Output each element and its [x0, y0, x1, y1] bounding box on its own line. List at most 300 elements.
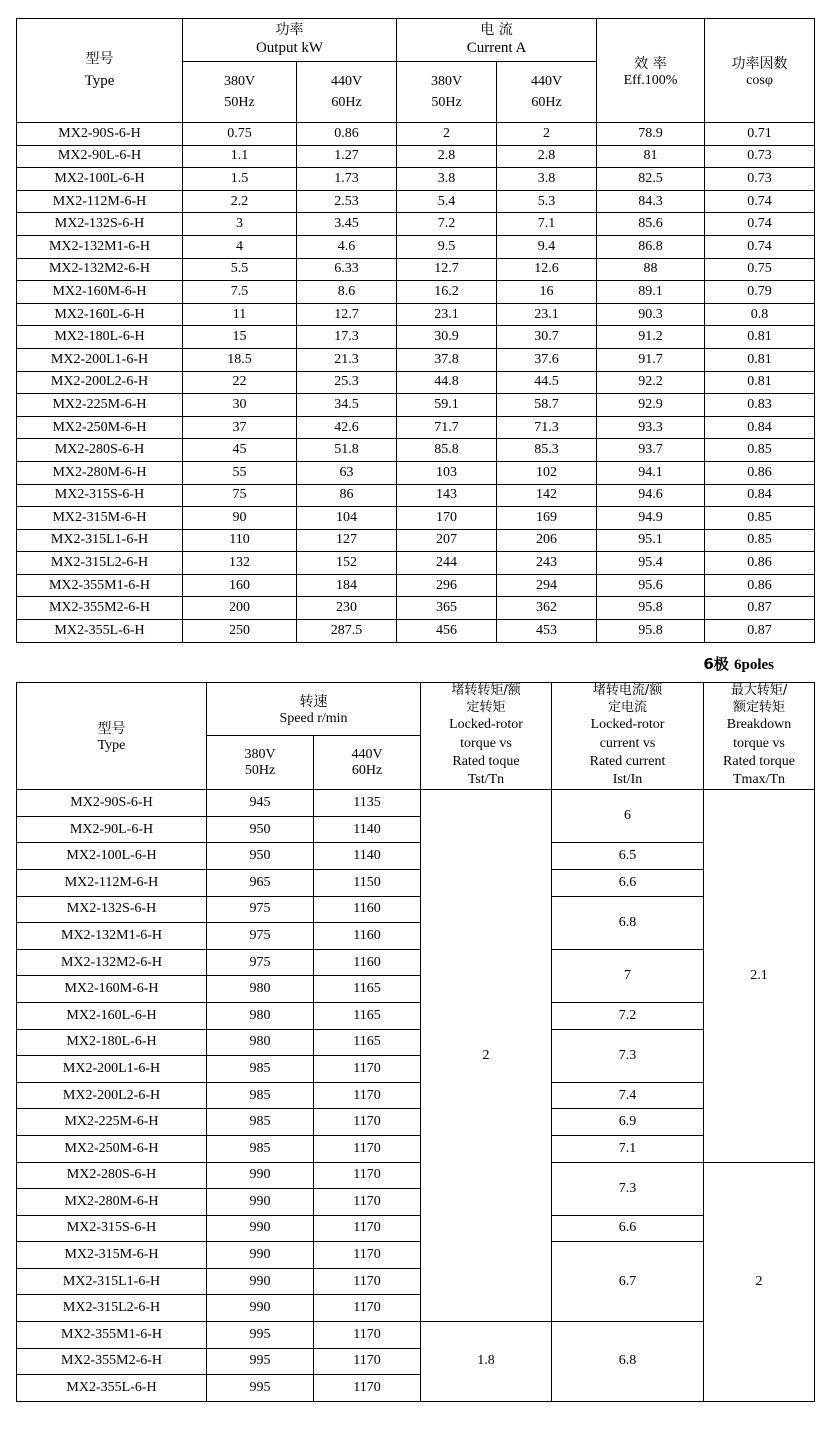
cell-type: MX2-132M1-6-H — [17, 235, 183, 258]
cell-efficiency: 95.4 — [597, 552, 705, 575]
table-row — [17, 371, 815, 394]
cell-speed-380v: 985 — [207, 1056, 314, 1083]
cell-type: MX2-225M-6-H — [17, 394, 183, 417]
cell-current-380v: 296 — [397, 574, 497, 597]
cell-speed-380v: 985 — [207, 1109, 314, 1136]
cell-type: MX2-100L-6-H — [17, 843, 207, 870]
cell-locked-rotor-torque: 1.8 — [421, 1322, 552, 1402]
cell-current-440v: 58.7 — [497, 394, 597, 417]
table-row — [17, 597, 815, 620]
cell-output-380v: 110 — [183, 529, 297, 552]
header-current-380v: 380V 50Hz — [397, 62, 497, 123]
cell-output-380v: 7.5 — [183, 281, 297, 304]
cell-type: MX2-225M-6-H — [17, 1109, 207, 1136]
cell-type: MX2-280S-6-H — [17, 1162, 207, 1189]
cell-output-440v: 2.53 — [297, 190, 397, 213]
cell-current-440v: 85.3 — [497, 439, 597, 462]
cell-current-380v: 9.5 — [397, 235, 497, 258]
cell-current-380v: 2 — [397, 123, 497, 146]
cell-efficiency: 92.2 — [597, 371, 705, 394]
cell-efficiency: 89.1 — [597, 281, 705, 304]
cell-type: MX2-355M2-6-H — [17, 1348, 207, 1375]
cell-efficiency: 81 — [597, 145, 705, 168]
cell-power-factor: 0.85 — [705, 439, 815, 462]
cell-current-380v: 59.1 — [397, 394, 497, 417]
cell-current-380v: 16.2 — [397, 281, 497, 304]
cell-type: MX2-180L-6-H — [17, 326, 183, 349]
cell-current-440v: 23.1 — [497, 303, 597, 326]
cell-speed-440v: 1170 — [314, 1082, 421, 1109]
cell-efficiency: 95.8 — [597, 597, 705, 620]
cell-efficiency: 93.7 — [597, 439, 705, 462]
table-row — [17, 1215, 815, 1242]
cell-type: MX2-315M-6-H — [17, 1242, 207, 1269]
cell-speed-440v: 1165 — [314, 976, 421, 1003]
cell-speed-440v: 1170 — [314, 1135, 421, 1162]
cell-speed-380v: 950 — [207, 816, 314, 843]
cell-output-440v: 42.6 — [297, 416, 397, 439]
power-table-body — [17, 123, 815, 643]
cell-output-440v: 127 — [297, 529, 397, 552]
cell-output-380v: 11 — [183, 303, 297, 326]
cell-output-440v: 1.27 — [297, 145, 397, 168]
table-row — [17, 190, 815, 213]
cell-power-factor: 0.81 — [705, 348, 815, 371]
table-row — [17, 1082, 815, 1109]
cell-speed-380v: 975 — [207, 949, 314, 976]
cell-type: MX2-132S-6-H — [17, 896, 207, 923]
cell-current-380v: 12.7 — [397, 258, 497, 281]
table-row — [17, 168, 815, 191]
header-locked-rotor-current: 堵转电流/额 定电流 Locked-rotor current vs Rated current Ist/In — [552, 682, 704, 790]
cell-output-440v: 184 — [297, 574, 397, 597]
cell-output-440v: 104 — [297, 507, 397, 530]
cell-speed-440v: 1160 — [314, 949, 421, 976]
cell-output-440v: 86 — [297, 484, 397, 507]
cell-efficiency: 82.5 — [597, 168, 705, 191]
header-locked-rotor-torque: 堵转转矩/额 定转矩 Locked-rotor torque vs Rated toque Tst/Tn — [421, 682, 552, 790]
cell-type: MX2-160M-6-H — [17, 281, 183, 304]
cell-output-380v: 22 — [183, 371, 297, 394]
cell-speed-380v: 945 — [207, 790, 314, 817]
cell-power-factor: 0.81 — [705, 371, 815, 394]
cell-output-380v: 132 — [183, 552, 297, 575]
cell-type: MX2-355L-6-H — [17, 620, 183, 643]
cell-power-factor: 0.86 — [705, 461, 815, 484]
cell-output-380v: 2.2 — [183, 190, 297, 213]
header-output-380v: 380V 50Hz — [183, 62, 297, 123]
cell-type: MX2-112M-6-H — [17, 190, 183, 213]
cell-speed-440v: 1160 — [314, 896, 421, 923]
cell-speed-380v: 975 — [207, 923, 314, 950]
cell-output-440v: 1.73 — [297, 168, 397, 191]
header-speed-380v: 380V 50Hz — [207, 736, 314, 790]
cell-efficiency: 90.3 — [597, 303, 705, 326]
cell-speed-380v: 980 — [207, 1029, 314, 1056]
cell-locked-rotor-torque: 2 — [421, 790, 552, 1322]
cell-power-factor: 0.85 — [705, 529, 815, 552]
cell-current-380v: 85.8 — [397, 439, 497, 462]
table-row — [17, 484, 815, 507]
cell-type: MX2-355L-6-H — [17, 1375, 207, 1402]
cell-type: MX2-160L-6-H — [17, 303, 183, 326]
poles-caption: 6极 6poles — [703, 654, 774, 673]
cell-power-factor: 0.79 — [705, 281, 815, 304]
cell-current-380v: 103 — [397, 461, 497, 484]
cell-type: MX2-315S-6-H — [17, 1215, 207, 1242]
cell-speed-440v: 1135 — [314, 790, 421, 817]
cell-type: MX2-160L-6-H — [17, 1002, 207, 1029]
table-row — [17, 394, 815, 417]
cell-current-440v: 16 — [497, 281, 597, 304]
cell-current-440v: 169 — [497, 507, 597, 530]
cell-speed-380v: 990 — [207, 1242, 314, 1269]
cell-efficiency: 94.6 — [597, 484, 705, 507]
table-row — [17, 326, 815, 349]
table-row — [17, 235, 815, 258]
cell-type: MX2-315L1-6-H — [17, 529, 183, 552]
table-row — [17, 348, 815, 371]
cell-output-380v: 15 — [183, 326, 297, 349]
cell-locked-rotor-current: 7 — [552, 949, 704, 1002]
cell-output-380v: 160 — [183, 574, 297, 597]
cell-power-factor: 0.84 — [705, 484, 815, 507]
cell-current-380v: 244 — [397, 552, 497, 575]
cell-type: MX2-200L2-6-H — [17, 1082, 207, 1109]
cell-speed-380v: 990 — [207, 1189, 314, 1216]
cell-output-440v: 152 — [297, 552, 397, 575]
table-row — [17, 303, 815, 326]
cell-speed-440v: 1170 — [314, 1295, 421, 1322]
speed-table-body — [17, 790, 815, 1402]
table-row — [17, 552, 815, 575]
cell-speed-380v: 950 — [207, 843, 314, 870]
cell-speed-440v: 1160 — [314, 923, 421, 950]
cell-type: MX2-132M2-6-H — [17, 258, 183, 281]
cell-output-380v: 75 — [183, 484, 297, 507]
cell-type: MX2-160M-6-H — [17, 976, 207, 1003]
cell-output-380v: 0.75 — [183, 123, 297, 146]
header-current: 电 流 Current A — [397, 19, 597, 62]
cell-type: MX2-315L1-6-H — [17, 1268, 207, 1295]
cell-type: MX2-280M-6-H — [17, 1189, 207, 1216]
cell-efficiency: 95.8 — [597, 620, 705, 643]
cell-current-440v: 37.6 — [497, 348, 597, 371]
power-table-header — [17, 19, 815, 123]
cell-speed-440v: 1170 — [314, 1348, 421, 1375]
cell-current-380v: 37.8 — [397, 348, 497, 371]
table-row — [17, 1242, 815, 1269]
table-row — [17, 1322, 815, 1349]
cell-power-factor: 0.81 — [705, 326, 815, 349]
cell-output-440v: 12.7 — [297, 303, 397, 326]
cell-power-factor: 0.83 — [705, 394, 815, 417]
cell-power-factor: 0.73 — [705, 168, 815, 191]
cell-output-380v: 55 — [183, 461, 297, 484]
cell-current-380v: 44.8 — [397, 371, 497, 394]
cell-output-380v: 5.5 — [183, 258, 297, 281]
cell-current-380v: 23.1 — [397, 303, 497, 326]
cell-power-factor: 0.71 — [705, 123, 815, 146]
cell-current-440v: 71.3 — [497, 416, 597, 439]
cell-efficiency: 93.3 — [597, 416, 705, 439]
cell-type: MX2-132M2-6-H — [17, 949, 207, 976]
table-row — [17, 620, 815, 643]
table-row — [17, 461, 815, 484]
cell-efficiency: 95.6 — [597, 574, 705, 597]
cell-locked-rotor-current: 7.4 — [552, 1082, 704, 1109]
cell-output-440v: 230 — [297, 597, 397, 620]
cell-type: MX2-280M-6-H — [17, 461, 183, 484]
cell-breakdown-torque: 2.1 — [704, 790, 815, 1162]
cell-efficiency: 95.1 — [597, 529, 705, 552]
cell-efficiency: 94.9 — [597, 507, 705, 530]
table-row — [17, 145, 815, 168]
cell-current-380v: 143 — [397, 484, 497, 507]
header-speed: 转速 Speed r/min — [207, 682, 421, 736]
cell-output-380v: 90 — [183, 507, 297, 530]
cell-current-380v: 456 — [397, 620, 497, 643]
cell-efficiency: 86.8 — [597, 235, 705, 258]
cell-efficiency: 84.3 — [597, 190, 705, 213]
cell-speed-380v: 985 — [207, 1082, 314, 1109]
cell-type: MX2-132M1-6-H — [17, 923, 207, 950]
cell-current-380v: 207 — [397, 529, 497, 552]
table-row — [17, 281, 815, 304]
cell-current-440v: 142 — [497, 484, 597, 507]
cell-output-440v: 6.33 — [297, 258, 397, 281]
cell-type: MX2-132S-6-H — [17, 213, 183, 236]
cell-locked-rotor-current: 6.8 — [552, 896, 704, 949]
cell-current-440v: 2 — [497, 123, 597, 146]
cell-speed-440v: 1170 — [314, 1215, 421, 1242]
cell-speed-440v: 1140 — [314, 843, 421, 870]
table-row — [17, 869, 815, 896]
cell-type: MX2-90S-6-H — [17, 790, 207, 817]
cell-type: MX2-200L1-6-H — [17, 348, 183, 371]
cell-type: MX2-90S-6-H — [17, 123, 183, 146]
cell-type: MX2-280S-6-H — [17, 439, 183, 462]
cell-speed-380v: 995 — [207, 1375, 314, 1402]
cell-type: MX2-315L2-6-H — [17, 1295, 207, 1322]
cell-output-440v: 63 — [297, 461, 397, 484]
cell-current-440v: 294 — [497, 574, 597, 597]
table-row — [17, 258, 815, 281]
cell-efficiency: 92.9 — [597, 394, 705, 417]
header-type-2: 型号 Type — [17, 682, 207, 790]
cell-current-440v: 9.4 — [497, 235, 597, 258]
header-breakdown-torque: 最大转矩/ 额定转矩 Breakdown torque vs Rated torque Tmax/Tn — [704, 682, 815, 790]
cell-current-440v: 30.7 — [497, 326, 597, 349]
table-row — [17, 416, 815, 439]
cell-current-440v: 12.6 — [497, 258, 597, 281]
cell-type: MX2-90L-6-H — [17, 816, 207, 843]
header-type: 型号 Type — [17, 19, 183, 123]
cell-efficiency: 78.9 — [597, 123, 705, 146]
cell-output-380v: 250 — [183, 620, 297, 643]
cell-power-factor: 0.84 — [705, 416, 815, 439]
cell-output-440v: 17.3 — [297, 326, 397, 349]
cell-breakdown-torque: 2 — [704, 1162, 815, 1401]
cell-output-380v: 3 — [183, 213, 297, 236]
cell-type: MX2-355M2-6-H — [17, 597, 183, 620]
cell-current-380v: 71.7 — [397, 416, 497, 439]
cell-power-factor: 0.87 — [705, 597, 815, 620]
cell-current-380v: 5.4 — [397, 190, 497, 213]
cell-efficiency: 91.2 — [597, 326, 705, 349]
cell-speed-440v: 1170 — [314, 1322, 421, 1349]
cell-power-factor: 0.8 — [705, 303, 815, 326]
cell-speed-380v: 990 — [207, 1295, 314, 1322]
cell-speed-440v: 1170 — [314, 1189, 421, 1216]
table-row — [17, 123, 815, 146]
motor-speed-torque-table — [16, 682, 815, 1402]
cell-output-380v: 30 — [183, 394, 297, 417]
table-row — [17, 790, 815, 817]
cell-efficiency: 88 — [597, 258, 705, 281]
cell-speed-380v: 975 — [207, 896, 314, 923]
header-output: 功率 Output kW — [183, 19, 397, 62]
cell-locked-rotor-current: 7.3 — [552, 1029, 704, 1082]
cell-locked-rotor-current: 6.9 — [552, 1109, 704, 1136]
cell-locked-rotor-current: 7.3 — [552, 1162, 704, 1215]
cell-speed-440v: 1140 — [314, 816, 421, 843]
cell-current-440v: 7.1 — [497, 213, 597, 236]
cell-type: MX2-200L2-6-H — [17, 371, 183, 394]
header-speed-440v: 440V 60Hz — [314, 736, 421, 790]
cell-speed-440v: 1170 — [314, 1056, 421, 1083]
cell-speed-380v: 980 — [207, 976, 314, 1003]
cell-type: MX2-250M-6-H — [17, 416, 183, 439]
cell-output-440v: 287.5 — [297, 620, 397, 643]
cell-output-380v: 200 — [183, 597, 297, 620]
cell-speed-380v: 990 — [207, 1215, 314, 1242]
cell-speed-380v: 965 — [207, 869, 314, 896]
cell-current-440v: 243 — [497, 552, 597, 575]
table-row — [17, 507, 815, 530]
cell-locked-rotor-current: 6 — [552, 790, 704, 843]
table-row — [17, 1135, 815, 1162]
cell-type: MX2-355M1-6-H — [17, 574, 183, 597]
cell-power-factor: 0.74 — [705, 213, 815, 236]
cell-power-factor: 0.85 — [705, 507, 815, 530]
table-row — [17, 843, 815, 870]
cell-type: MX2-315S-6-H — [17, 484, 183, 507]
cell-power-factor: 0.73 — [705, 145, 815, 168]
table-row — [17, 896, 815, 923]
header-power-factor: 功率因数 cosφ — [705, 19, 815, 123]
cell-speed-440v: 1170 — [314, 1109, 421, 1136]
cell-output-440v: 8.6 — [297, 281, 397, 304]
cell-efficiency: 85.6 — [597, 213, 705, 236]
cell-output-440v: 3.45 — [297, 213, 397, 236]
cell-type: MX2-315L2-6-H — [17, 552, 183, 575]
cell-type: MX2-315M-6-H — [17, 507, 183, 530]
cell-type: MX2-250M-6-H — [17, 1135, 207, 1162]
cell-output-440v: 34.5 — [297, 394, 397, 417]
cell-output-380v: 4 — [183, 235, 297, 258]
cell-speed-380v: 980 — [207, 1002, 314, 1029]
cell-current-440v: 362 — [497, 597, 597, 620]
cell-current-380v: 365 — [397, 597, 497, 620]
cell-output-380v: 1.5 — [183, 168, 297, 191]
motor-power-table — [16, 18, 815, 643]
header-output-440v: 440V 60Hz — [297, 62, 397, 123]
cell-speed-380v: 995 — [207, 1348, 314, 1375]
cell-power-factor: 0.75 — [705, 258, 815, 281]
cell-output-440v: 4.6 — [297, 235, 397, 258]
header-efficiency: 效 率 Eff.100% — [597, 19, 705, 123]
cell-speed-380v: 990 — [207, 1268, 314, 1295]
cell-power-factor: 0.86 — [705, 552, 815, 575]
cell-efficiency: 94.1 — [597, 461, 705, 484]
cell-speed-380v: 990 — [207, 1162, 314, 1189]
cell-current-380v: 170 — [397, 507, 497, 530]
table-row — [17, 1002, 815, 1029]
cell-current-380v: 3.8 — [397, 168, 497, 191]
cell-current-440v: 5.3 — [497, 190, 597, 213]
cell-locked-rotor-current: 7.1 — [552, 1135, 704, 1162]
table-row — [17, 1162, 815, 1189]
cell-current-440v: 3.8 — [497, 168, 597, 191]
cell-power-factor: 0.74 — [705, 190, 815, 213]
cell-type: MX2-180L-6-H — [17, 1029, 207, 1056]
table-row — [17, 439, 815, 462]
table-row — [17, 213, 815, 236]
cell-type: MX2-100L-6-H — [17, 168, 183, 191]
cell-output-440v: 0.86 — [297, 123, 397, 146]
cell-output-380v: 37 — [183, 416, 297, 439]
cell-output-380v: 45 — [183, 439, 297, 462]
cell-current-380v: 7.2 — [397, 213, 497, 236]
cell-type: MX2-355M1-6-H — [17, 1322, 207, 1349]
cell-speed-380v: 995 — [207, 1322, 314, 1349]
cell-speed-440v: 1170 — [314, 1375, 421, 1402]
cell-current-440v: 102 — [497, 461, 597, 484]
cell-output-380v: 18.5 — [183, 348, 297, 371]
header-current-440v: 440V 60Hz — [497, 62, 597, 123]
cell-speed-440v: 1170 — [314, 1162, 421, 1189]
cell-power-factor: 0.74 — [705, 235, 815, 258]
cell-locked-rotor-current: 6.6 — [552, 1215, 704, 1242]
table-row — [17, 949, 815, 976]
cell-output-380v: 1.1 — [183, 145, 297, 168]
cell-current-380v: 30.9 — [397, 326, 497, 349]
cell-output-440v: 25.3 — [297, 371, 397, 394]
cell-speed-440v: 1170 — [314, 1242, 421, 1269]
cell-speed-440v: 1165 — [314, 1002, 421, 1029]
cell-speed-440v: 1150 — [314, 869, 421, 896]
cell-current-440v: 44.5 — [497, 371, 597, 394]
cell-locked-rotor-current: 6.5 — [552, 843, 704, 870]
cell-locked-rotor-current: 6.6 — [552, 869, 704, 896]
cell-current-380v: 2.8 — [397, 145, 497, 168]
cell-current-440v: 2.8 — [497, 145, 597, 168]
cell-speed-440v: 1165 — [314, 1029, 421, 1056]
cell-locked-rotor-current: 6.7 — [552, 1242, 704, 1322]
cell-speed-440v: 1170 — [314, 1268, 421, 1295]
cell-locked-rotor-current: 6.8 — [552, 1322, 704, 1402]
cell-power-factor: 0.87 — [705, 620, 815, 643]
cell-efficiency: 91.7 — [597, 348, 705, 371]
table-row — [17, 1109, 815, 1136]
cell-type: MX2-90L-6-H — [17, 145, 183, 168]
cell-power-factor: 0.86 — [705, 574, 815, 597]
cell-speed-380v: 985 — [207, 1135, 314, 1162]
cell-type: MX2-112M-6-H — [17, 869, 207, 896]
cell-locked-rotor-current: 7.2 — [552, 1002, 704, 1029]
cell-current-440v: 206 — [497, 529, 597, 552]
